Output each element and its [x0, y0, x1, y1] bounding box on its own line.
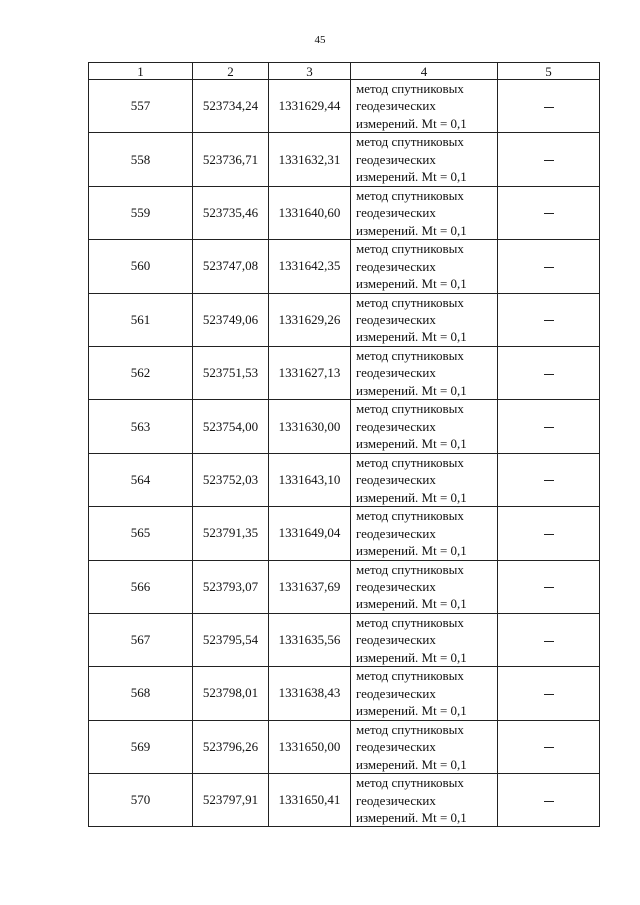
point-number-cell: 557 [89, 80, 193, 133]
method-line: метод спутниковых [356, 241, 464, 257]
y-coordinate-cell: 1331637,69 [269, 560, 351, 613]
description-cell [498, 80, 600, 133]
empty-dash [544, 320, 554, 321]
method-line: геодезических [356, 525, 436, 541]
x-coordinate-cell: 523735,46 [193, 186, 269, 239]
method-line: метод спутниковых [356, 348, 464, 364]
method-line: метод спутниковых [356, 721, 464, 737]
y-coordinate-cell: 1331629,26 [269, 293, 351, 346]
x-coordinate-cell: 523734,24 [193, 80, 269, 133]
method-line: геодезических [356, 579, 436, 594]
table-row [89, 400, 600, 453]
method-line: метод спутниковых [356, 508, 464, 524]
y-coordinate-cell: 1331638,43 [269, 667, 351, 720]
point-number-cell: 561 [89, 293, 193, 346]
table-row [89, 667, 600, 720]
method-line: метод спутниковых [356, 134, 464, 150]
description-cell [498, 667, 600, 720]
method-cell [351, 80, 498, 133]
description-cell [498, 133, 600, 186]
y-coordinate-cell: 1331630,00 [269, 400, 351, 453]
method-line: измерений. Mt = 0,1 [356, 489, 467, 505]
column-header-2: 2 [193, 63, 269, 80]
empty-dash [544, 480, 554, 481]
method-line: измерений. Mt = 0,1 [356, 382, 467, 398]
point-number-cell: 558 [89, 133, 193, 186]
y-coordinate-cell: 1331643,10 [269, 453, 351, 506]
method-cell [351, 507, 498, 560]
method-line: измерений. Mt = 0,1 [356, 703, 467, 719]
table-row [89, 293, 600, 346]
method-line: метод спутниковых [356, 187, 464, 203]
method-cell [351, 774, 498, 827]
x-coordinate-cell: 523793,07 [193, 560, 269, 613]
description-cell [498, 507, 600, 560]
point-number-cell: 570 [89, 774, 193, 827]
method-cell [351, 453, 498, 506]
table-row [89, 133, 600, 186]
y-coordinate-cell: 1331650,41 [269, 774, 351, 827]
table-row [89, 613, 600, 666]
method-line: метод спутниковых [356, 775, 464, 791]
method-cell [351, 400, 498, 453]
empty-dash [544, 160, 554, 161]
method-line: метод спутниковых [356, 614, 464, 630]
y-coordinate-cell: 1331627,13 [269, 346, 351, 399]
coordinates-table [88, 62, 600, 827]
method-cell [351, 133, 498, 186]
method-line: измерений. Mt = 0,1 [356, 276, 467, 292]
method-line: геодезических [356, 365, 436, 381]
method-line: геодезических [356, 685, 436, 701]
method-line: метод спутниковых [356, 561, 464, 577]
table-header-row [89, 63, 600, 80]
table-row [89, 346, 600, 399]
x-coordinate-cell: 523749,06 [193, 293, 269, 346]
method-line: измерений. Mt = 0,1 [356, 169, 467, 185]
method-line: измерений. Mt = 0,1 [356, 329, 467, 345]
method-line: геодезических [356, 418, 436, 434]
point-number-cell: 567 [89, 613, 193, 666]
x-coordinate-cell: 523751,53 [193, 346, 269, 399]
x-coordinate-cell: 523791,35 [193, 507, 269, 560]
description-cell [498, 613, 600, 666]
column-header-1: 1 [89, 63, 193, 80]
method-line: измерений. Mt = 0,1 [356, 756, 467, 772]
table-body [89, 80, 600, 827]
point-number-cell: 564 [89, 453, 193, 506]
description-cell [498, 774, 600, 827]
description-cell [498, 240, 600, 293]
description-cell [498, 720, 600, 773]
y-coordinate-cell: 1331650,00 [269, 720, 351, 773]
empty-dash [544, 694, 554, 695]
x-coordinate-cell: 523797,91 [193, 774, 269, 827]
empty-dash [544, 534, 554, 535]
empty-dash [544, 213, 554, 214]
table-row [89, 507, 600, 560]
x-coordinate-cell: 523747,08 [193, 240, 269, 293]
point-number-cell: 565 [89, 507, 193, 560]
method-line: метод спутниковых [356, 668, 464, 684]
empty-dash [544, 641, 554, 642]
column-header-3: 3 [269, 63, 351, 80]
method-line: геодезических [356, 312, 436, 328]
point-number-cell: 559 [89, 186, 193, 239]
method-line: измерений. Mt = 0,1 [356, 543, 467, 559]
x-coordinate-cell: 523796,26 [193, 720, 269, 773]
description-cell [498, 453, 600, 506]
x-coordinate-cell: 523795,54 [193, 613, 269, 666]
y-coordinate-cell: 1331629,44 [269, 80, 351, 133]
table-row [89, 560, 600, 613]
method-line: метод спутниковых [356, 294, 464, 310]
table-row [89, 186, 600, 239]
method-line: измерений. Mt = 0,1 [356, 436, 467, 452]
method-line: измерений. Mt = 0,1 [356, 115, 467, 131]
method-line: геодезических [356, 792, 436, 808]
empty-dash [544, 107, 554, 108]
y-coordinate-cell: 1331632,31 [269, 133, 351, 186]
method-line: геодезических [356, 472, 436, 488]
method-line: измерений. Mt = 0,1 [356, 596, 467, 612]
description-cell [498, 560, 600, 613]
column-header-5: 5 [498, 63, 600, 80]
table-row [89, 453, 600, 506]
method-line: геодезических [356, 151, 436, 167]
method-cell [351, 560, 498, 613]
x-coordinate-cell: 523736,71 [193, 133, 269, 186]
empty-dash [544, 267, 554, 268]
method-line: геодезических [356, 632, 436, 648]
table-row [89, 240, 600, 293]
description-cell [498, 400, 600, 453]
table-row [89, 80, 600, 133]
empty-dash [544, 427, 554, 428]
y-coordinate-cell: 1331635,56 [269, 613, 351, 666]
method-cell [351, 667, 498, 720]
method-line: измерений. Mt = 0,1 [356, 222, 467, 238]
point-number-cell: 569 [89, 720, 193, 773]
method-line: геодезических [356, 98, 436, 114]
x-coordinate-cell: 523754,00 [193, 400, 269, 453]
point-number-cell: 568 [89, 667, 193, 720]
y-coordinate-cell: 1331642,35 [269, 240, 351, 293]
method-cell [351, 613, 498, 666]
x-coordinate-cell: 523798,01 [193, 667, 269, 720]
empty-dash [544, 801, 554, 802]
y-coordinate-cell: 1331649,04 [269, 507, 351, 560]
method-line: геодезических [356, 258, 436, 274]
method-line: измерений. Mt = 0,1 [356, 809, 467, 825]
y-coordinate-cell: 1331640,60 [269, 186, 351, 239]
empty-dash [544, 374, 554, 375]
method-line: измерений. Mt = 0,1 [356, 649, 467, 665]
page-number: 45 [314, 34, 326, 46]
point-number-cell: 560 [89, 240, 193, 293]
method-line: метод спутниковых [356, 401, 464, 417]
method-line: геодезических [356, 739, 436, 755]
description-cell [498, 293, 600, 346]
x-coordinate-cell: 523752,03 [193, 453, 269, 506]
empty-dash [544, 587, 554, 588]
method-line: метод спутниковых [356, 454, 464, 470]
method-line: метод спутниковых [356, 81, 464, 97]
empty-dash [544, 747, 554, 748]
point-number-cell: 566 [89, 560, 193, 613]
point-number-cell: 562 [89, 346, 193, 399]
description-cell [498, 346, 600, 399]
method-cell [351, 293, 498, 346]
column-header-4: 4 [351, 63, 498, 80]
method-cell [351, 346, 498, 399]
point-number-cell: 563 [89, 400, 193, 453]
method-cell [351, 186, 498, 239]
method-cell [351, 720, 498, 773]
description-cell [498, 186, 600, 239]
method-cell [351, 240, 498, 293]
method-line: геодезических [356, 205, 436, 221]
table-row [89, 774, 600, 827]
table-row [89, 720, 600, 773]
